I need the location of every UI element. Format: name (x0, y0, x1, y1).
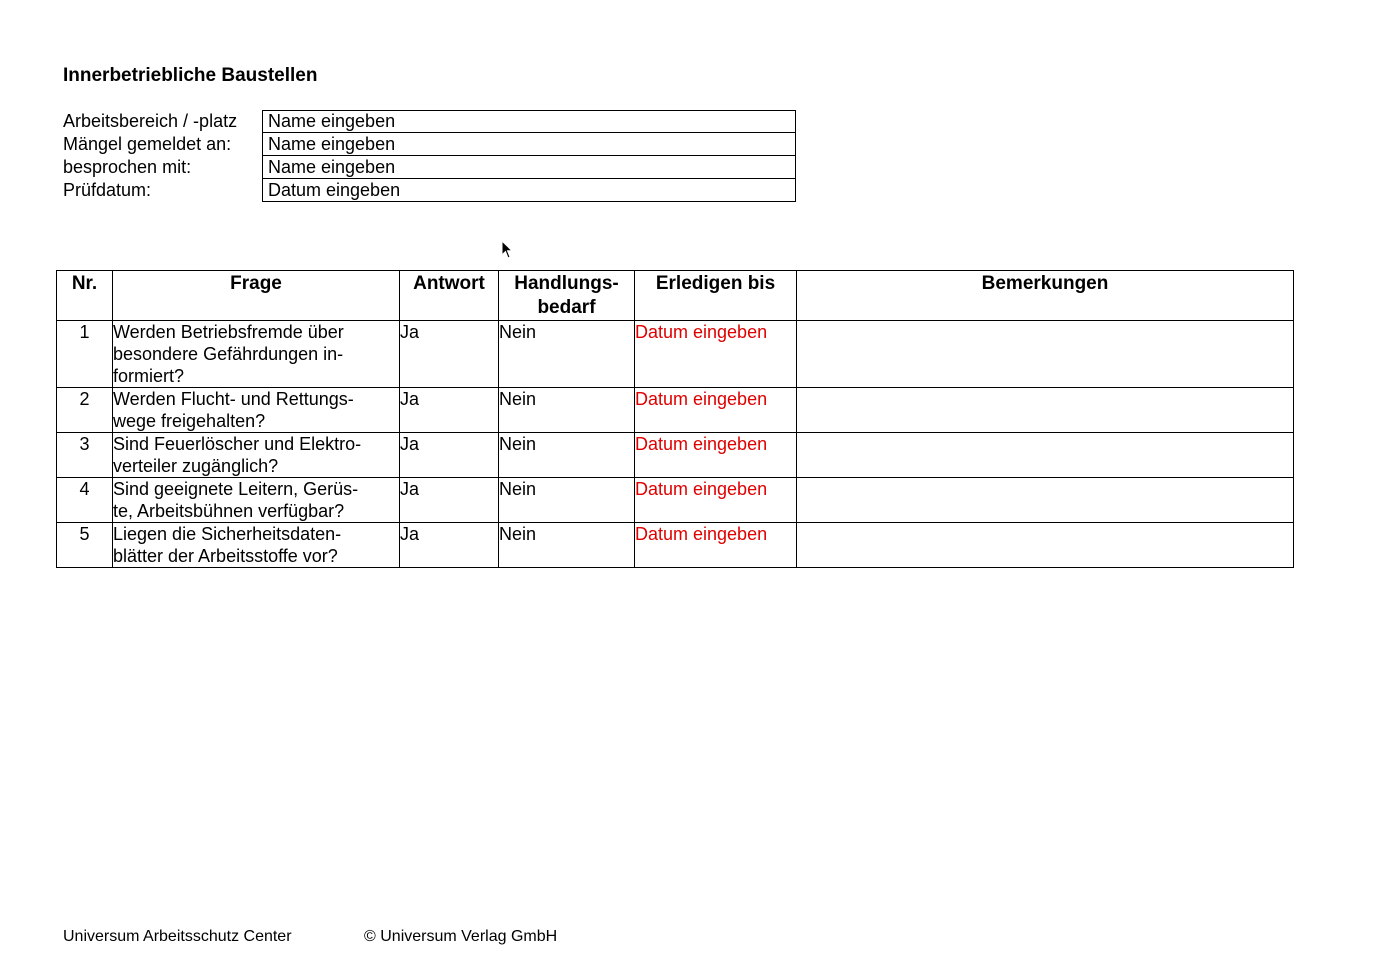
action-needed-cell[interactable]: Nein (499, 523, 635, 568)
checklist-table (56, 270, 1294, 568)
question-cell: Sind Feuerlöscher und Elektro- verteiler zugänglich? (113, 433, 400, 478)
answer-cell[interactable]: Ja (400, 478, 499, 523)
answer-cell[interactable]: Ja (400, 433, 499, 478)
header-bemerkungen: Bemerkungen (797, 271, 1294, 321)
due-date-cell[interactable]: Datum eingeben (635, 523, 797, 568)
page-title: Innerbetriebliche Baustellen (63, 65, 318, 86)
due-date-cell[interactable]: Datum eingeben (635, 433, 797, 478)
header-antwort: Antwort (400, 271, 499, 321)
action-needed-cell[interactable]: Nein (499, 433, 635, 478)
due-date-cell[interactable]: Datum eingeben (635, 321, 797, 388)
table-row (57, 433, 1294, 478)
arbeitsbereich-field[interactable]: Name eingeben (262, 110, 796, 133)
mouse-pointer-icon (501, 240, 515, 260)
row-number: 3 (57, 433, 113, 478)
row-number: 4 (57, 478, 113, 523)
form-row-pruefdatum (63, 179, 796, 202)
form-row-maengel (63, 133, 796, 156)
table-row (57, 478, 1294, 523)
question-cell: Werden Flucht- und Rettungs- wege freigehalten? (113, 388, 400, 433)
form-label: Prüfdatum: (63, 180, 152, 200)
form-label: Arbeitsbereich / -platz (63, 111, 238, 131)
header-nr: Nr. (57, 271, 113, 321)
form-label: besprochen mit: (63, 157, 192, 177)
form-row-arbeitsbereich (63, 110, 796, 133)
besprochen-mit-field[interactable]: Name eingeben (262, 156, 796, 179)
due-date-cell[interactable]: Datum eingeben (635, 478, 797, 523)
row-number: 5 (57, 523, 113, 568)
remarks-cell[interactable] (797, 478, 1294, 523)
table-row (57, 321, 1294, 388)
maengel-gemeldet-field[interactable]: Name eingeben (262, 133, 796, 156)
action-needed-cell[interactable]: Nein (499, 388, 635, 433)
header-handlungsbedarf: Handlungs- bedarf (499, 271, 635, 321)
form-label: Mängel gemeldet an: (63, 134, 232, 154)
answer-cell[interactable]: Ja (400, 523, 499, 568)
table-header-row (57, 271, 1294, 321)
footer-company: Universum Arbeitsschutz Center (63, 928, 292, 945)
question-cell: Werden Betriebsfremde über besondere Gefährdungen in- formiert? (113, 321, 400, 388)
pruefdatum-field[interactable]: Datum eingeben (262, 179, 796, 202)
row-number: 1 (57, 321, 113, 388)
remarks-cell[interactable] (797, 433, 1294, 478)
remarks-cell[interactable] (797, 321, 1294, 388)
footer-copyright: © Universum Verlag GmbH (364, 928, 558, 945)
row-number: 2 (57, 388, 113, 433)
remarks-cell[interactable] (797, 523, 1294, 568)
action-needed-cell[interactable]: Nein (499, 478, 635, 523)
table-row (57, 388, 1294, 433)
header-frage: Frage (113, 271, 400, 321)
form-row-besprochen (63, 156, 796, 179)
remarks-cell[interactable] (797, 388, 1294, 433)
header-form (63, 110, 796, 202)
header-erledigen-bis: Erledigen bis (635, 271, 797, 321)
table-row (57, 523, 1294, 568)
due-date-cell[interactable]: Datum eingeben (635, 388, 797, 433)
question-cell: Liegen die Sicherheitsdaten- blätter der Arbeitsstoffe vor? (113, 523, 400, 568)
action-needed-cell[interactable]: Nein (499, 321, 635, 388)
question-cell: Sind geeignete Leitern, Gerüs- te, Arbeitsbühnen verfügbar? (113, 478, 400, 523)
answer-cell[interactable]: Ja (400, 388, 499, 433)
answer-cell[interactable]: Ja (400, 321, 499, 388)
